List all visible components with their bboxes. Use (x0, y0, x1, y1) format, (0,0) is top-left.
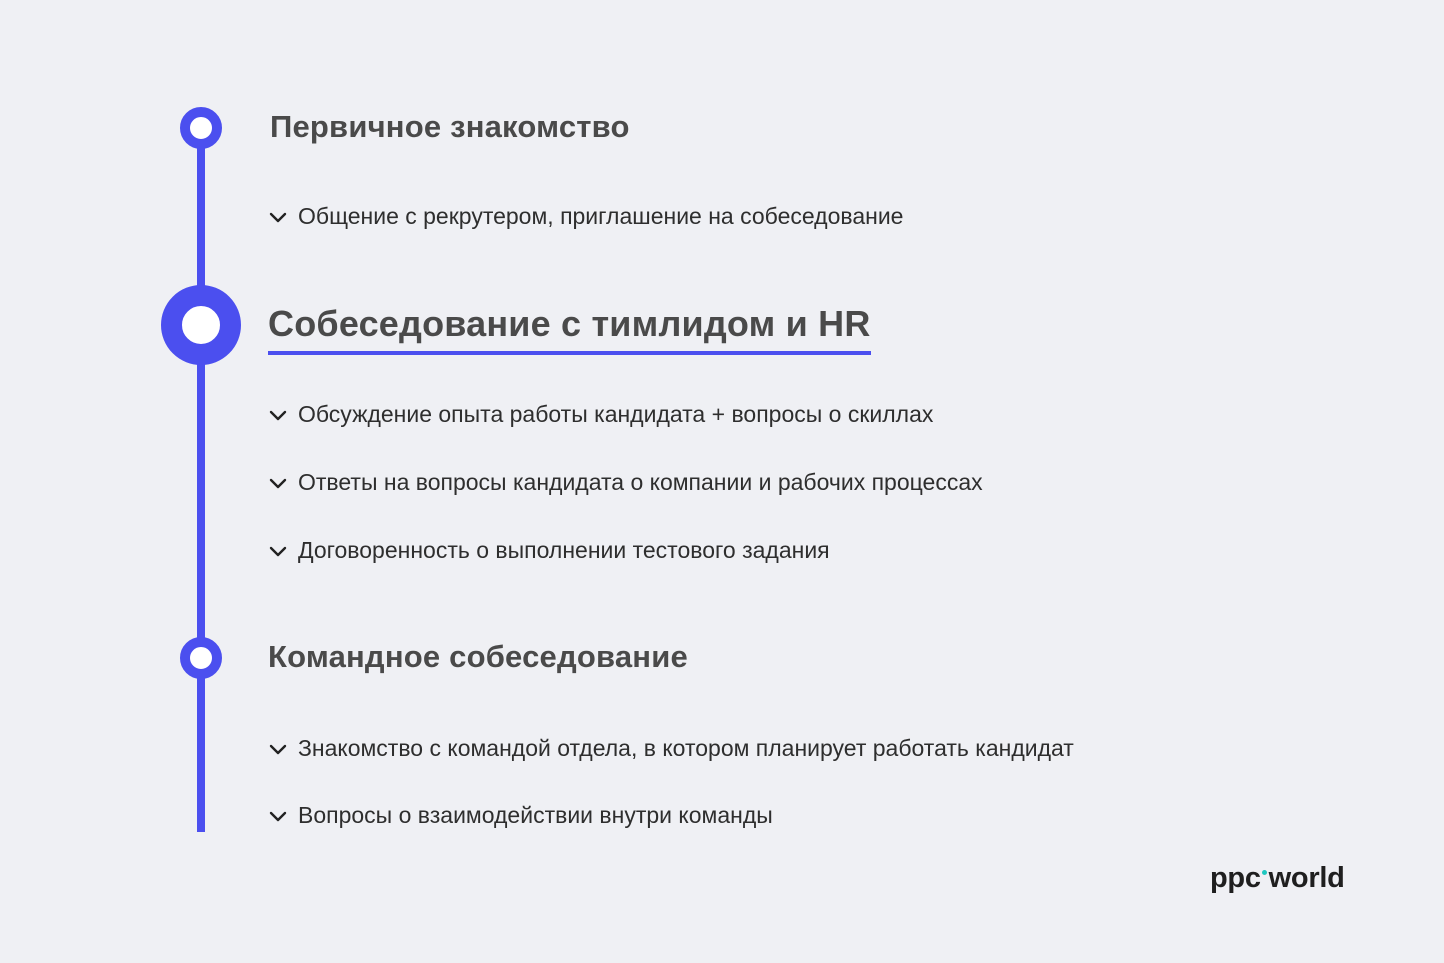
timeline-node-3 (180, 637, 222, 679)
step-2-item-3-text: Договоренность о выполнении тестового задания (298, 537, 830, 563)
checkmark-icon (268, 207, 288, 227)
logo-dot-icon (1262, 870, 1267, 875)
step-2-item-2-text: Ответы на вопросы кандидата о компании и рабочих процессах (298, 469, 983, 495)
checkmark-icon (268, 405, 288, 425)
step-3-item-1 (268, 735, 1074, 762)
step-1-title: Первичное знакомство (270, 109, 630, 144)
ppc-world-logo (1210, 862, 1345, 895)
checkmark-icon (268, 473, 288, 493)
step-2-item-1 (268, 401, 933, 428)
step-2-title: Собеседование с тимлидом и HR (268, 303, 871, 355)
step-3-item-1-text: Знакомство с командой отдела, в котором планирует работать кандидат (298, 735, 1074, 761)
checkmark-icon (268, 541, 288, 561)
checkmark-icon (268, 806, 288, 826)
timeline-line (197, 127, 205, 832)
timeline-node-2 (161, 285, 241, 365)
step-1-item-1 (268, 203, 903, 230)
step-3-title: Командное собеседование (268, 639, 688, 674)
step-2-item-2 (268, 469, 983, 496)
checkmark-icon (268, 739, 288, 759)
logo-text-left: ppc (1210, 862, 1261, 894)
step-1-item-1-text: Общение с рекрутером, приглашение на собеседование (298, 203, 904, 229)
step-3-item-2 (268, 802, 773, 829)
step-3-item-2-text: Вопросы о взаимодействии внутри команды (298, 802, 773, 828)
timeline-node-1 (180, 107, 222, 149)
step-2-item-1-text: Обсуждение опыта работы кандидата + вопросы о скиллах (298, 401, 934, 427)
logo-text-right: world (1268, 862, 1345, 894)
step-2-item-3 (268, 537, 830, 564)
